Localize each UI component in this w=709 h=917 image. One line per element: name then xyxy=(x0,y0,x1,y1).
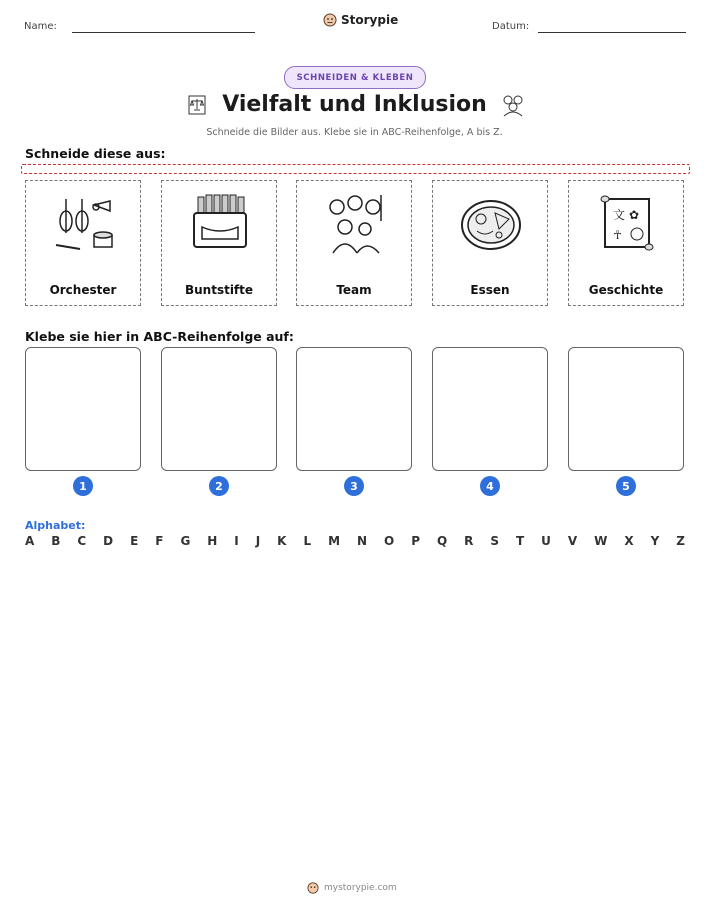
cut-card-food[interactable] xyxy=(432,180,548,306)
cut-card-history[interactable] xyxy=(568,180,684,306)
cut-card-crayons[interactable] xyxy=(161,180,277,306)
slot-number-badge: 2 xyxy=(209,476,229,496)
alphabet-letter: E xyxy=(130,534,139,548)
svg-text:☥: ☥ xyxy=(613,228,622,242)
card-label: Buntstifte xyxy=(184,283,254,297)
alphabet-letter: P xyxy=(411,534,420,548)
footer xyxy=(307,882,397,894)
alphabet-letter: M xyxy=(328,534,341,548)
alphabet-letter: A xyxy=(25,534,35,548)
food-plate-icon xyxy=(459,191,523,255)
alphabet-letter: Y xyxy=(650,534,660,548)
history-scroll-icon xyxy=(595,191,659,255)
paste-slot-4[interactable] xyxy=(432,347,548,471)
alphabet-letter: X xyxy=(624,534,634,548)
alphabet-letter: F xyxy=(155,534,164,548)
slot-number-badge: 1 xyxy=(73,476,93,496)
alphabet-letter: N xyxy=(357,534,368,548)
alphabet-letter: C xyxy=(77,534,87,548)
slot-number-badge: 4 xyxy=(480,476,500,496)
cut-card-team[interactable] xyxy=(296,180,412,306)
alphabet-letter: V xyxy=(567,534,578,548)
slot-number-badge: 3 xyxy=(344,476,364,496)
alphabet-letter: T xyxy=(515,534,525,548)
brand-name: Storypie xyxy=(341,13,399,27)
alphabet-letter: D xyxy=(103,534,114,548)
diverse-group-icon xyxy=(500,92,526,118)
brand-logo xyxy=(323,13,398,27)
alphabet-letter: B xyxy=(51,534,61,548)
storypie-mascot-icon xyxy=(323,13,337,27)
orchestra-instruments-icon xyxy=(52,191,116,255)
date-field-line[interactable] xyxy=(538,32,686,33)
alphabet-letter: Z xyxy=(676,534,685,548)
paste-slot-1[interactable] xyxy=(25,347,141,471)
alphabet-letter: S xyxy=(490,534,499,548)
alphabet-letter: K xyxy=(277,534,287,548)
alphabet-letter: R xyxy=(464,534,474,548)
card-label: Essen xyxy=(470,283,510,297)
alphabet-letter: I xyxy=(234,534,239,548)
svg-text:文: 文 xyxy=(613,208,626,222)
alphabet-letter: O xyxy=(384,534,395,548)
paste-slot-3[interactable] xyxy=(296,347,412,471)
cut-card-orchestra[interactable] xyxy=(25,180,141,306)
alphabet-letter: Q xyxy=(436,534,448,548)
alphabet-letter: H xyxy=(207,534,218,548)
alphabet-heading: Alphabet: xyxy=(25,519,86,532)
card-label: Team xyxy=(336,283,372,297)
storypie-mascot-icon xyxy=(307,882,319,894)
svg-text:✿: ✿ xyxy=(629,208,640,222)
card-label: Orchester xyxy=(49,283,117,297)
cut-line xyxy=(21,164,690,174)
footer-url[interactable]: mystorypie.com xyxy=(324,883,397,893)
name-label: Name: xyxy=(24,21,57,32)
instructions: Schneide die Bilder aus. Klebe sie in ABC-Reihenfolge, A bis Z. xyxy=(206,127,503,138)
alphabet-row xyxy=(25,534,685,548)
alphabet-letter: U xyxy=(541,534,551,548)
crayons-box-icon xyxy=(188,191,252,255)
alphabet-letter: G xyxy=(180,534,191,548)
slot-number-badge: 5 xyxy=(616,476,636,496)
paste-slot-5[interactable] xyxy=(568,347,684,471)
alphabet-letter: L xyxy=(303,534,312,548)
card-label: Geschichte xyxy=(588,283,664,297)
paste-section-heading: Klebe sie hier in ABC-Reihenfolge auf: xyxy=(25,329,294,344)
name-field-line[interactable] xyxy=(72,32,255,33)
activity-badge: SCHNEIDEN & KLEBEN xyxy=(284,66,426,89)
date-label: Datum: xyxy=(492,21,530,32)
team-people-icon xyxy=(323,191,387,255)
paste-slot-2[interactable] xyxy=(161,347,277,471)
page-title: Vielfalt und Inklusion xyxy=(222,92,487,117)
alphabet-letter: W xyxy=(594,534,608,548)
cut-section-heading: Schneide diese aus: xyxy=(25,146,166,161)
alphabet-letter: J xyxy=(255,534,261,548)
